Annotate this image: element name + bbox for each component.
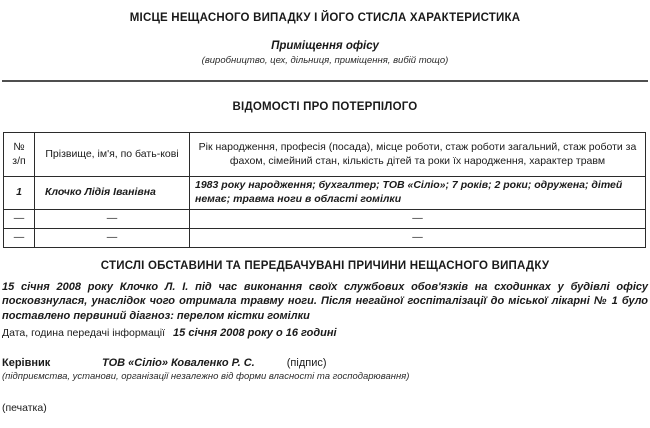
header-cell-details: Рік народження, професія (посада), місце роботи, стаж роботи загальний, стаж роботи за фахом, сімейний стан, кількість дітей та роки їх народження, характер травм — [190, 133, 646, 177]
header-cell-num: № з/п — [4, 133, 35, 177]
victim-section-title: ВІДОМОСТІ ПРО ПОТЕРПІЛОГО — [232, 101, 418, 113]
row2-details: — — [190, 210, 646, 229]
row3-num: — — [4, 228, 35, 247]
location-value: Приміщення офісу — [271, 40, 379, 52]
location-section-title: МІСЦЕ НЕЩАСНОГО ВИПАДКУ І ЙОГО СТИСЛА ХАРАКТЕРИСТИКА — [129, 12, 521, 24]
victim-table — [3, 132, 646, 248]
row3-name: — — [35, 228, 190, 247]
head-name-value: ТОВ «Сіліо» Коваленко Р. С. — [102, 357, 255, 370]
header-cell-name: Прізвище, ім'я, по бать-кові — [35, 133, 190, 177]
head-label: Керівник — [2, 357, 51, 370]
row3-details: — — [190, 228, 646, 247]
head-caption: (підприємства, установи, організації незалежно від форми власності та господарювання) — [2, 371, 410, 383]
report-date-line — [2, 326, 648, 340]
circumstances-description: 15 січня 2008 року Клочко Л. І. під час виконання своїх службових обов'язків на сходинках у будівлі офісу посковзнулася, унаслідок чого отримала травму ноги. Після негайної госпіталізації до міської лікарні № 1 було поставлено первиний діагноз: перелом кістки гомілки — [2, 280, 648, 322]
table-row — [4, 210, 646, 229]
row2-name: — — [35, 210, 190, 229]
signature-line — [2, 357, 648, 369]
report-date-label: Дата, година передачі інформації — [2, 327, 166, 340]
row1-details: 1983 року народження; бухгалтер; ТОВ «Сіліо»; 7 років; 2 роки; одружена; дітей немає; травма ноги в області гомілки — [190, 177, 646, 210]
table-row — [4, 228, 646, 247]
location-caption: (виробництво, цех, дільниця, приміщення, вибій тощо) — [201, 55, 449, 66]
stamp-label: (печатка) — [2, 402, 47, 415]
row2-num: — — [4, 210, 35, 229]
circumstances-section-title: СТИСЛІ ОБСТАВИНИ ТА ПЕРЕДБАЧУВАНІ ПРИЧИНИ НЕЩАСНОГО ВИПАДКУ — [100, 259, 550, 272]
section-divider — [2, 80, 648, 82]
table-row — [4, 177, 646, 210]
row1-name: Клочко Лідія Іванівна — [35, 177, 190, 210]
signature-placeholder-label: (підпис) — [286, 357, 327, 370]
victim-table-header-row — [4, 133, 646, 177]
row1-num: 1 — [4, 177, 35, 210]
report-date-value: 15 січня 2008 року о 16 годині — [173, 327, 337, 340]
